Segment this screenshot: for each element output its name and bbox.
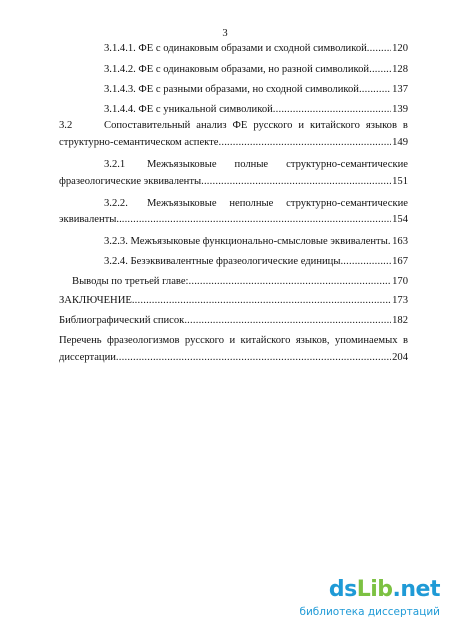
toc-entry-title: 3.1.4.1. ФЕ с одинаковым образами и сходной символикой xyxy=(104,43,367,54)
toc-entry-page: 170 xyxy=(392,276,408,287)
toc-word: и xyxy=(298,120,305,131)
toc-word: ФЕ xyxy=(232,120,248,131)
toc-leader-dots xyxy=(132,294,391,308)
toc-leader-dots xyxy=(273,103,391,117)
toc-entry-title: ЗАКЛЮЧЕНИЕ xyxy=(59,295,132,306)
toc-word: китайского xyxy=(310,120,360,131)
toc-word: Межъязыковые xyxy=(147,198,217,209)
toc-word: фразеологизмов xyxy=(107,335,180,346)
toc-word: Перечень xyxy=(59,335,102,346)
toc-entry-3-2-1-line2[interactable] xyxy=(59,175,408,189)
toc-entry-title: фразеологические эквиваленты xyxy=(59,176,202,187)
toc-word: в xyxy=(402,335,408,346)
toc-entry-page: 120 xyxy=(392,43,408,54)
toc-word: русского xyxy=(253,120,293,131)
dslib-logo xyxy=(329,577,440,602)
toc-entry-page: 204 xyxy=(392,352,408,363)
toc-entry-page: 182 xyxy=(392,315,408,326)
toc-entry-3-2-line1[interactable] xyxy=(104,119,408,133)
toc-entry-3-1-4-3[interactable] xyxy=(104,83,408,97)
toc-entry-page: 167 xyxy=(392,256,408,267)
toc-entry-bibliography[interactable] xyxy=(59,314,408,328)
toc-entry-title: структурно-семантическом аспекте xyxy=(59,137,219,148)
toc-entry-number: 3.2 xyxy=(59,120,73,131)
toc-entry-page: 137 xyxy=(392,84,408,95)
toc-word: Сопоставительный xyxy=(104,120,191,131)
toc-word: китайского xyxy=(240,335,291,346)
toc-word: языков, xyxy=(295,335,330,346)
toc-entry-3-2-3[interactable] xyxy=(104,235,408,249)
toc-leader-dots xyxy=(359,83,391,97)
toc-entry-conclusions-ch3[interactable] xyxy=(72,275,408,289)
toc-entry-page: 139 xyxy=(392,104,408,115)
toc-entry-title: эквиваленты.. xyxy=(59,214,122,225)
toc-entry-title: Выводы по третьей главе: xyxy=(72,276,189,287)
toc-leader-dots xyxy=(201,175,391,189)
toc-word: упоминаемых xyxy=(334,335,398,346)
toc-entry-page: 154 xyxy=(392,214,408,225)
toc-word: неполные xyxy=(229,198,274,209)
toc-entry-title: 3.2.4. Безэквивалентные фразеологические единицы xyxy=(104,256,341,267)
toc-entry-3-2-4[interactable] xyxy=(104,255,408,269)
toc-entry-title: 3.2.3. Межъязыковые функционально-смысловые эквиваленты xyxy=(104,236,388,247)
toc-word: русского xyxy=(184,335,225,346)
toc-entry-page: 173 xyxy=(392,295,408,306)
toc-leader-dots xyxy=(340,255,391,269)
toc-leader-dots xyxy=(367,42,391,56)
toc-entry-3-1-4-2[interactable] xyxy=(104,63,408,77)
toc-entry-3-2-2-line1[interactable] xyxy=(147,197,408,211)
toc-entry-title: 3.1.4.2. ФЕ с одинаковым образами, но разной символикой xyxy=(104,64,370,75)
toc-entry-3-1-4-1[interactable] xyxy=(104,42,408,56)
toc-entry-page: 128 xyxy=(392,64,408,75)
toc-word: полные xyxy=(234,159,269,170)
toc-leader-dots xyxy=(122,213,391,227)
toc-leader-dots xyxy=(219,136,392,150)
toc-word: и xyxy=(229,335,236,346)
toc-entry-page: 149 xyxy=(392,137,408,148)
toc-entry-title: Библиографический список xyxy=(59,315,185,326)
toc-entry-page: 151 xyxy=(392,176,408,187)
toc-word: языков xyxy=(365,120,397,131)
page-number: 3 xyxy=(222,28,228,39)
toc-entry-3-1-4-4[interactable] xyxy=(104,103,408,117)
toc-word: анализ xyxy=(196,120,227,131)
toc-entry-3-2-1-line1[interactable] xyxy=(147,158,408,172)
toc-entry-3-2-line2[interactable] xyxy=(59,136,408,150)
toc-entry-number: 3.2.2. xyxy=(104,198,128,209)
toc-leader-dots xyxy=(116,351,391,365)
toc-entry-title: диссертации xyxy=(59,352,116,363)
toc-leader-dots xyxy=(369,63,391,77)
toc-leader-dots xyxy=(189,275,392,289)
toc-leader-dots xyxy=(184,314,391,328)
toc-entry-3-2-2-line2[interactable] xyxy=(59,213,408,227)
toc-entry-conclusion[interactable] xyxy=(59,294,408,308)
dslib-watermark xyxy=(299,577,446,629)
logo-part-net: .net xyxy=(392,577,440,602)
toc-entry-title: 3.1.4.4. ФЕ с уникальной символикой xyxy=(104,104,273,115)
toc-word: структурно-семантические xyxy=(286,159,408,170)
dslib-subtitle: библиотека диссертаций xyxy=(299,606,440,618)
toc-word: в xyxy=(402,120,408,131)
logo-part-ds: ds xyxy=(328,577,357,602)
toc-entry-phraseologisms-line2[interactable] xyxy=(59,351,408,365)
toc-entry-phraseologisms-line1[interactable] xyxy=(59,334,408,348)
toc-word: структурно-семантические xyxy=(286,198,408,209)
toc-word: Межъязыковые xyxy=(147,159,217,170)
logo-part-lib: Lib xyxy=(356,577,393,602)
toc-entry-title: 3.1.4.3. ФЕ с разными образами, но сходной символикой xyxy=(104,84,359,95)
toc-entry-number: 3.2.1 xyxy=(104,159,126,170)
toc-entry-page: 163 xyxy=(392,236,408,247)
